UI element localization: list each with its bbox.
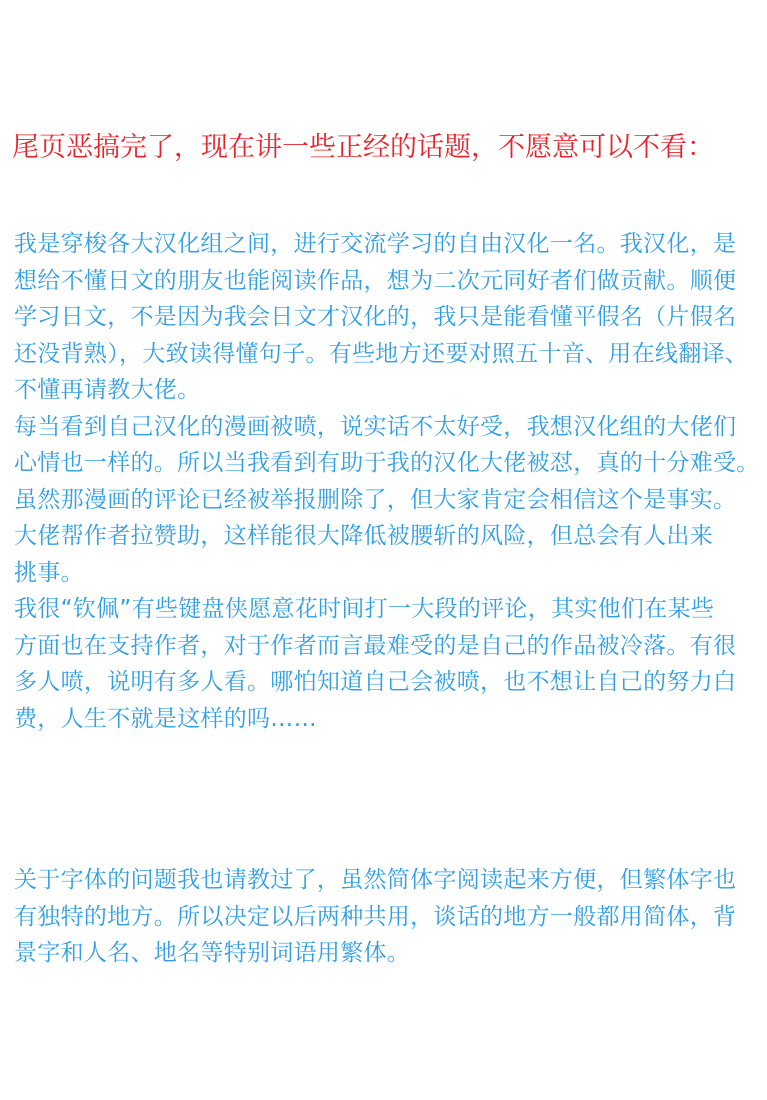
text-line: 有独特的地方。所以决定以后两种共用，谈话的地方一般都用简体，背 bbox=[14, 903, 737, 930]
text-line: 虽然那漫画的评论已经被举报删除了，但大家肯定会相信这个是事实。 bbox=[14, 486, 737, 513]
text-line: 学习日文，不是因为我会日文才汉化的，我只是能看懂平假名（片假名 bbox=[14, 304, 737, 330]
text-line: 景字和人名、地名等特别词语用繁体。 bbox=[14, 940, 411, 966]
text-line: 方面也在支持作者，对于作者而言最难受的是自己的作品被冷落。有很 bbox=[14, 632, 737, 659]
text-line: 我是穿梭各大汉化组之间，进行交流学习的自由汉化一名。我汉化，是 bbox=[14, 231, 737, 257]
text-line: 我很“钦佩”有些键盘侠愿意花时间打一大段的评论，其实他们在某些 bbox=[14, 596, 715, 622]
text-line: 每当看到自己汉化的漫画被喷，说实话不太好受，我想汉化组的大佬们 bbox=[14, 413, 737, 440]
text-line: 费，人生不就是这样的吗…… bbox=[14, 705, 317, 732]
text-line: 不懂再请教大佬。 bbox=[14, 377, 201, 403]
text-line: 大佬帮作者拉赞助，这样能很大降低被腰斩的风险，但总会有人出来 bbox=[14, 523, 713, 549]
heading-text: 尾页恶搞完了，现在讲一些正经的话题，不愿意可以不看： bbox=[12, 132, 714, 163]
paragraph-section-2 bbox=[14, 862, 762, 972]
text-line: 多人喷，说明有多人看。哪怕知道自己会被喷，也不想让自己的努力白 bbox=[14, 669, 737, 695]
text-line: 关于字体的问题我也请教过了，虽然简体字阅读起来方便，但繁体字也 bbox=[14, 867, 737, 893]
text-line: 心情也一样的。所以当我看到有助于我的汉化大佬被怼，真的十分难受。 bbox=[14, 450, 760, 476]
text-line: 还没背熟），大致读得懂句子。有些地方还要对照五十音、用在线翻译、 bbox=[14, 340, 749, 367]
paragraph-section-1 bbox=[14, 226, 762, 737]
text-line: 挑事。 bbox=[14, 559, 84, 586]
text-line: 想给不懂日文的朋友也能阅读作品，想为二次元同好者们做贡献。顺便 bbox=[14, 267, 737, 294]
